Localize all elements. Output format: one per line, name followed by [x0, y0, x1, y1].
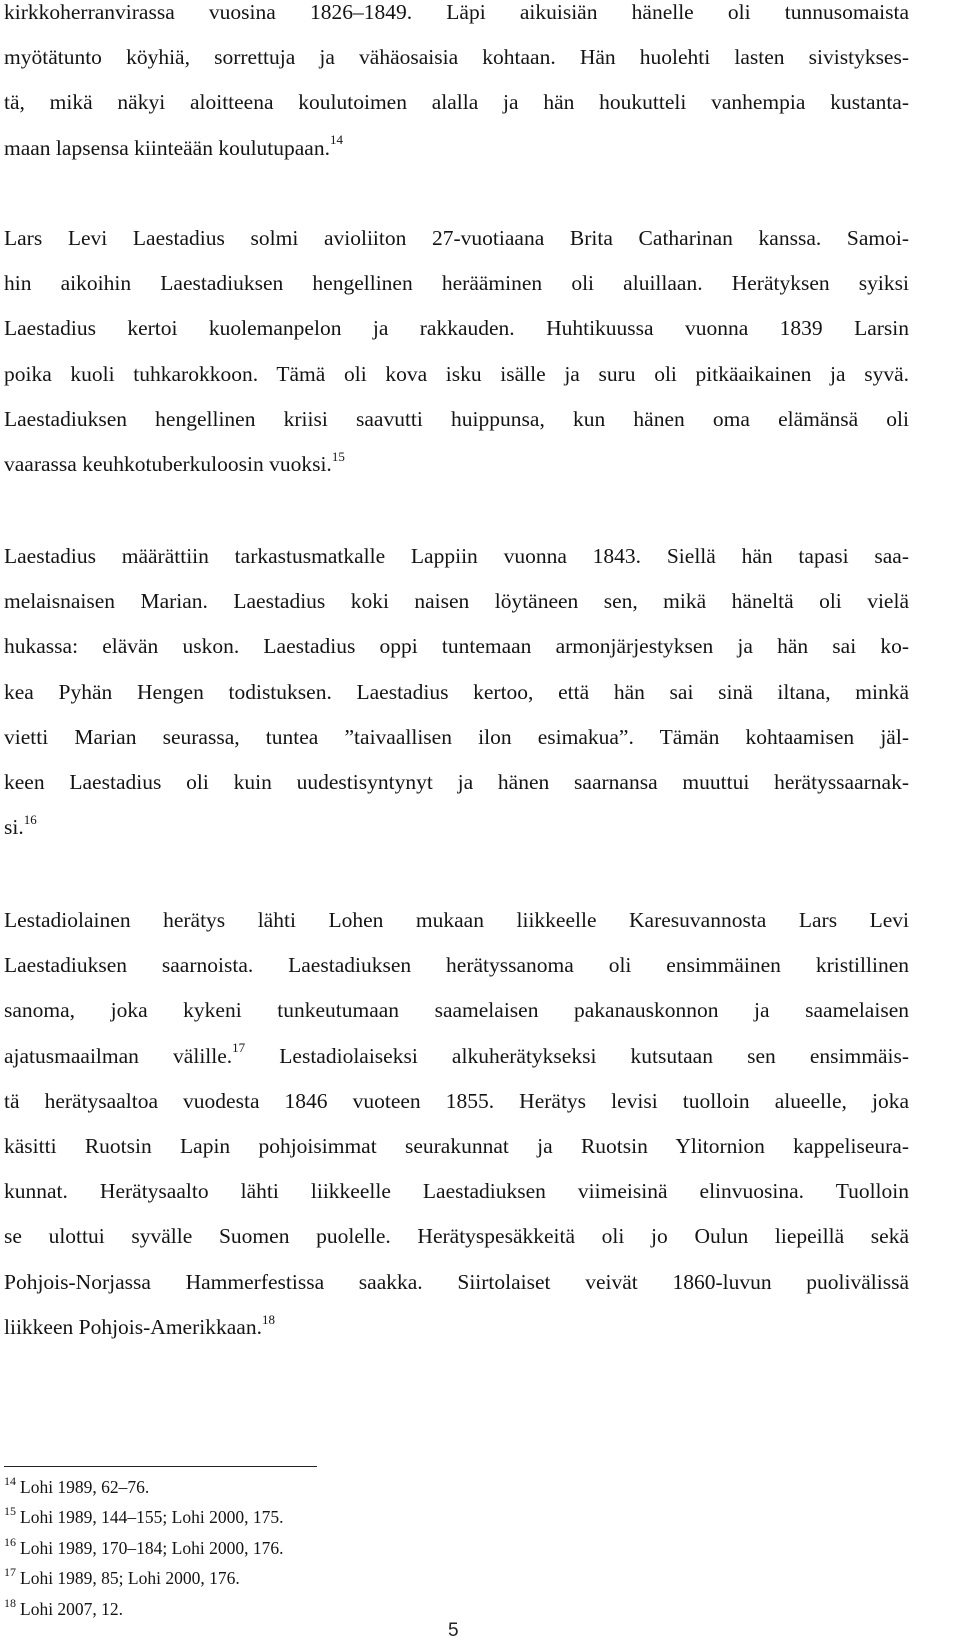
page-number: 5 [448, 1620, 459, 1641]
text-line: sanoma, joka kykeni tunkeutumaan saamelaisen pakanauskonnon ja saamelaisen [4, 998, 909, 1023]
footnote-number: 17 [4, 1565, 16, 1580]
footnote [4, 1470, 283, 1500]
footnote-text: Lohi 1989, 85; Lohi 2000, 176. [20, 1568, 240, 1589]
text-line: si.$^{16}$ [4, 811, 37, 840]
text-line: kirkkoherranvirassa vuosina 1826–1849. Läpi aikuisiän hänelle oli tunnusomaista [4, 0, 909, 24]
text-line: vaarassa keuhkotuberkuloosin vuoksi.$^{15}$ [4, 448, 345, 476]
text-line: ajatusmaailman välille.$^{17}$ Lestadiolaiseksi alkuherätykseksi kutsutaan sen ensimmäis- [4, 1040, 909, 1068]
footnote-number: 14 [4, 1474, 16, 1488]
footnote-reference[interactable]: 15 [331, 448, 345, 464]
footnote-reference[interactable]: 16 [23, 811, 37, 827]
text-line: se ulottui syvälle Suomen puolelle. Herätyspesäkkeitä oli jo Oulun liepeillä sekä [4, 1224, 909, 1249]
footnote [4, 1592, 283, 1622]
footnote-text: Lohi 1989, 170–184; Lohi 2000, 176. [20, 1537, 284, 1558]
footnote-number: 15 [4, 1504, 16, 1519]
text-line: tä herätysaaltoa vuodesta 1846 vuoteen 1855. Herätys levisi tuolloin alueelle, joka [4, 1088, 909, 1113]
text-line: poika kuoli tuhkarokkoon. Tämä oli kova isku isälle ja suru oli pitkäaikainen ja syvä. [4, 361, 909, 386]
text-line: hin aikoihin Laestadiuksen hengellinen herääminen oli aluillaan. Herätyksen syiksi [4, 271, 909, 296]
footnote-reference[interactable]: 17 [232, 1040, 246, 1056]
text-line: Laestadius kertoi kuolemanpelon ja rakkauden. Huhtikuussa vuonna 1839 Larsin [4, 316, 909, 341]
text-line: tä, mikä näkyi aloitteena koulutoimen alalla ja hän houkutteli vanhempia kustanta- [4, 90, 909, 115]
footnote [4, 1561, 283, 1591]
text-line: Lars Levi Laestadius solmi avioliiton 27-vuotiaana Brita Catharinan kanssa. Samoi- [4, 226, 909, 250]
text-line: hukassa: elävän uskon. Laestadius oppi tuntemaan armonjärjestyksen ja hän sai ko- [4, 634, 909, 659]
paragraph [4, 0, 909, 171]
text-line: Lestadiolainen herätys lähti Lohen mukaan liikkeelle Karesuvannosta Lars Levi [4, 908, 909, 932]
footnote [4, 1500, 283, 1530]
text-line: kea Pyhän Hengen todistuksen. Laestadius kertoo, että hän sai sinä iltana, minkä [4, 679, 909, 704]
footnote-number: 18 [4, 1595, 16, 1610]
text-line: Pohjois-Norjassa Hammerfestissa saakka. Siirtolaiset veivät 1860-luvun puolivälissä [4, 1269, 909, 1294]
footnote [4, 1531, 283, 1561]
text-line: myötätunto köyhiä, sorrettuja ja vähäosaisia kohtaan. Hän huolehti lasten sivistykses- [4, 45, 909, 70]
footnote-text: Lohi 1989, 62–76. [20, 1476, 150, 1497]
text-line: melaisnaisen Marian. Laestadius koki naisen löytäneen sen, mikä häneltä oli vielä [4, 589, 909, 614]
footnotes [4, 1470, 283, 1622]
footnote-divider [4, 1466, 317, 1467]
text-line: vietti Marian seurassa, tuntea ”taivaallisen ilon esimakua”. Tämän kohtaamisen jäl- [4, 724, 909, 749]
text-line: käsitti Ruotsin Lapin pohjoisimmat seurakunnat ja Ruotsin Ylitornion kappeliseura- [4, 1133, 909, 1158]
text-line: keen Laestadius oli kuin uudestisyntynyt ja hänen saarnansa muuttui herätyssaarnak- [4, 769, 909, 794]
text-line: liikkeen Pohjois-Amerikkaan.$^{18}$ [4, 1311, 275, 1339]
text-line: maan lapsensa kiinteään koulutupaan.$^{14}$ [4, 132, 343, 160]
paragraph [4, 898, 909, 1350]
text-line: Laestadiuksen saarnoista. Laestadiuksen herätyssanoma oli ensimmäinen kristillinen [4, 953, 909, 978]
footnote-text: Lohi 1989, 144–155; Lohi 2000, 175. [20, 1507, 284, 1528]
text-line: kunnat. Herätysaalto lähti liikkeelle Laestadiuksen viimeisinä elinvuosina. Tuolloin [4, 1179, 909, 1204]
footnote-reference[interactable]: 18 [261, 1311, 275, 1327]
footnote-number: 16 [4, 1534, 16, 1549]
footnote-reference[interactable]: 14 [329, 132, 343, 148]
footnote-text: Lohi 2007, 12. [20, 1598, 124, 1619]
text-line: Laestadius määrättiin tarkastusmatkalle Lappiin vuonna 1843. Siellä hän tapasi saa- [4, 544, 909, 568]
paragraph [4, 534, 909, 850]
paragraph [4, 216, 909, 487]
text-line: Laestadiuksen hengellinen kriisi saavutti huippunsa, kun hänen oma elämänsä oli [4, 406, 909, 431]
